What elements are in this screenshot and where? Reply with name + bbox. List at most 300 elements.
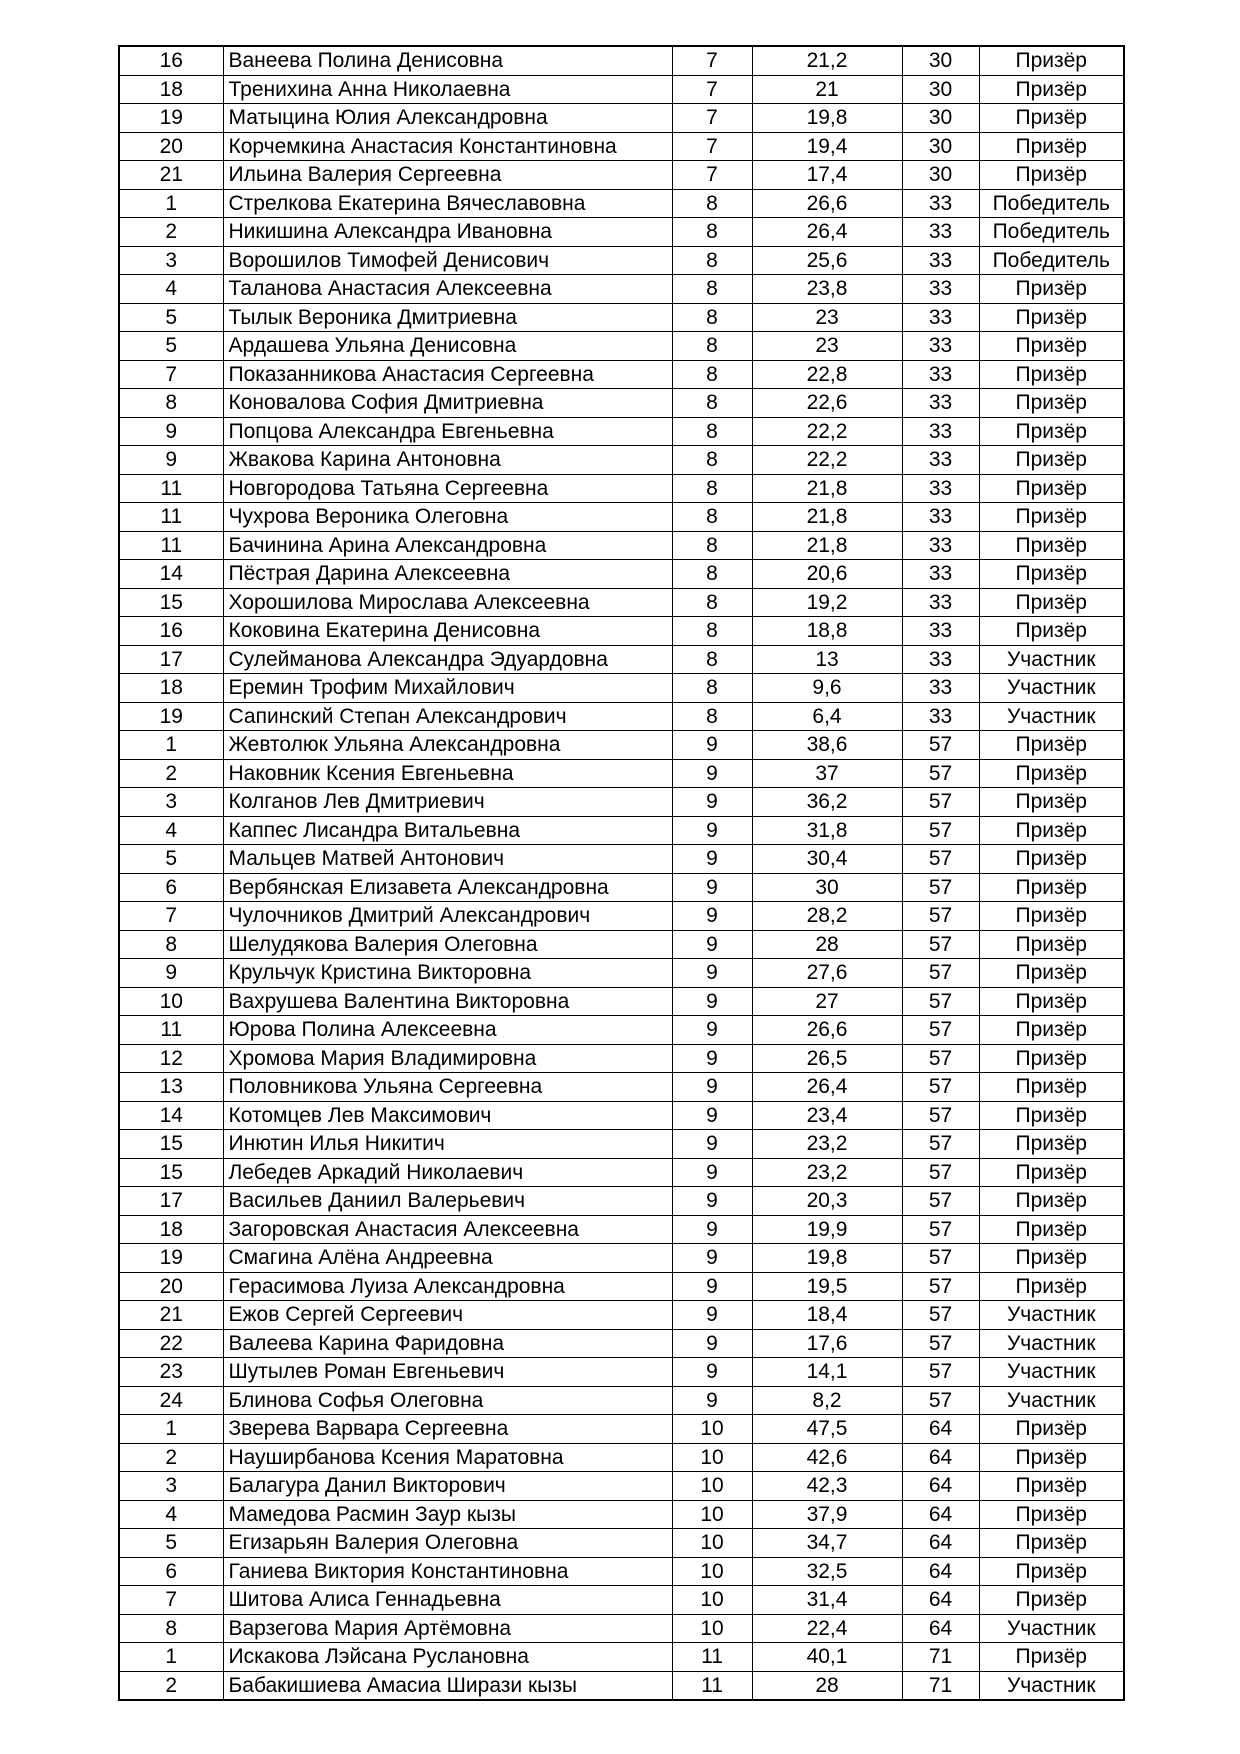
- score-cell: 30: [752, 873, 902, 902]
- table-row: [119, 1386, 1124, 1415]
- table-row: [119, 1215, 1124, 1244]
- score-cell: 8,2: [752, 1386, 902, 1415]
- score-cell: 18,4: [752, 1301, 902, 1330]
- place-cell: 1: [119, 1415, 223, 1444]
- place-cell: 1: [119, 1643, 223, 1672]
- grade-cell: 9: [672, 1244, 752, 1273]
- score-cell: 17,6: [752, 1329, 902, 1358]
- place-cell: 4: [119, 275, 223, 304]
- score-cell: 21,8: [752, 503, 902, 532]
- grade-cell: 9: [672, 759, 752, 788]
- score-cell: 34,7: [752, 1529, 902, 1558]
- grade-cell: 9: [672, 1386, 752, 1415]
- grade-cell: 8: [672, 645, 752, 674]
- name-cell: Ежов Сергей Сергеевич: [223, 1301, 672, 1330]
- max-score-cell: 64: [902, 1415, 979, 1444]
- status-cell: Призёр: [979, 1073, 1124, 1102]
- table-row: [119, 1016, 1124, 1045]
- name-cell: Новгородова Татьяна Сергеевна: [223, 474, 672, 503]
- max-score-cell: 71: [902, 1671, 979, 1700]
- status-cell: Призёр: [979, 987, 1124, 1016]
- place-cell: 9: [119, 446, 223, 475]
- name-cell: Вербянская Елизавета Александровна: [223, 873, 672, 902]
- status-cell: Победитель: [979, 246, 1124, 275]
- score-cell: 21,8: [752, 474, 902, 503]
- table-row: [119, 1158, 1124, 1187]
- place-cell: 4: [119, 1500, 223, 1529]
- grade-cell: 7: [672, 46, 752, 75]
- max-score-cell: 64: [902, 1500, 979, 1529]
- table-row: [119, 275, 1124, 304]
- score-cell: 36,2: [752, 788, 902, 817]
- score-cell: 22,6: [752, 389, 902, 418]
- grade-cell: 8: [672, 189, 752, 218]
- place-cell: 18: [119, 75, 223, 104]
- name-cell: Загоровская Анастасия Алексеевна: [223, 1215, 672, 1244]
- table-row: [119, 1671, 1124, 1700]
- name-cell: Мальцев Матвей Антонович: [223, 845, 672, 874]
- max-score-cell: 33: [902, 446, 979, 475]
- grade-cell: 10: [672, 1500, 752, 1529]
- grade-cell: 8: [672, 503, 752, 532]
- max-score-cell: 33: [902, 674, 979, 703]
- status-cell: Призёр: [979, 132, 1124, 161]
- score-cell: 22,4: [752, 1614, 902, 1643]
- grade-cell: 10: [672, 1614, 752, 1643]
- max-score-cell: 57: [902, 1301, 979, 1330]
- max-score-cell: 64: [902, 1614, 979, 1643]
- name-cell: Котомцев Лев Максимович: [223, 1101, 672, 1130]
- max-score-cell: 57: [902, 1244, 979, 1273]
- score-cell: 40,1: [752, 1643, 902, 1672]
- name-cell: Таланова Анастасия Алексеевна: [223, 275, 672, 304]
- score-cell: 26,5: [752, 1044, 902, 1073]
- table-row: [119, 46, 1124, 75]
- status-cell: Призёр: [979, 1130, 1124, 1159]
- name-cell: Искакова Лэйсана Руслановна: [223, 1643, 672, 1672]
- max-score-cell: 57: [902, 759, 979, 788]
- score-cell: 27,6: [752, 959, 902, 988]
- name-cell: Шутылев Роман Евгеньевич: [223, 1358, 672, 1387]
- grade-cell: 9: [672, 1301, 752, 1330]
- score-cell: 18,8: [752, 617, 902, 646]
- max-score-cell: 33: [902, 645, 979, 674]
- score-cell: 19,8: [752, 104, 902, 133]
- max-score-cell: 57: [902, 1187, 979, 1216]
- place-cell: 22: [119, 1329, 223, 1358]
- place-cell: 21: [119, 1301, 223, 1330]
- table-row: [119, 1472, 1124, 1501]
- grade-cell: 9: [672, 1272, 752, 1301]
- table-row: [119, 1614, 1124, 1643]
- status-cell: Призёр: [979, 1272, 1124, 1301]
- place-cell: 15: [119, 1130, 223, 1159]
- score-cell: 6,4: [752, 702, 902, 731]
- grade-cell: 9: [672, 873, 752, 902]
- status-cell: Участник: [979, 674, 1124, 703]
- status-cell: Призёр: [979, 816, 1124, 845]
- status-cell: Призёр: [979, 1215, 1124, 1244]
- name-cell: Хромова Мария Владимировна: [223, 1044, 672, 1073]
- grade-cell: 8: [672, 332, 752, 361]
- name-cell: Шелудякова Валерия Олеговна: [223, 930, 672, 959]
- name-cell: Половникова Ульяна Сергеевна: [223, 1073, 672, 1102]
- name-cell: Герасимова Луиза Александровна: [223, 1272, 672, 1301]
- status-cell: Призёр: [979, 1415, 1124, 1444]
- place-cell: 1: [119, 189, 223, 218]
- place-cell: 4: [119, 816, 223, 845]
- place-cell: 18: [119, 1215, 223, 1244]
- max-score-cell: 57: [902, 788, 979, 817]
- max-score-cell: 33: [902, 474, 979, 503]
- score-cell: 23: [752, 332, 902, 361]
- max-score-cell: 64: [902, 1529, 979, 1558]
- grade-cell: 8: [672, 218, 752, 247]
- status-cell: Призёр: [979, 360, 1124, 389]
- place-cell: 16: [119, 617, 223, 646]
- max-score-cell: 57: [902, 1044, 979, 1073]
- table-row: [119, 417, 1124, 446]
- table-row: [119, 332, 1124, 361]
- table-row: [119, 1557, 1124, 1586]
- status-cell: Участник: [979, 1301, 1124, 1330]
- table-row: [119, 1130, 1124, 1159]
- place-cell: 5: [119, 332, 223, 361]
- grade-cell: 9: [672, 1101, 752, 1130]
- name-cell: Хорошилова Мирослава Алексеевна: [223, 588, 672, 617]
- name-cell: Инютин Илья Никитич: [223, 1130, 672, 1159]
- name-cell: Ганиева Виктория Константиновна: [223, 1557, 672, 1586]
- table-row: [119, 674, 1124, 703]
- name-cell: Пёстрая Дарина Алексеевна: [223, 560, 672, 589]
- table-row: [119, 1244, 1124, 1273]
- place-cell: 17: [119, 645, 223, 674]
- name-cell: Еремин Трофим Михайлович: [223, 674, 672, 703]
- score-cell: 19,5: [752, 1272, 902, 1301]
- max-score-cell: 33: [902, 332, 979, 361]
- table-row: [119, 731, 1124, 760]
- table-row: [119, 987, 1124, 1016]
- name-cell: Сулейманова Александра Эдуардовна: [223, 645, 672, 674]
- status-cell: Призёр: [979, 161, 1124, 190]
- score-cell: 26,6: [752, 1016, 902, 1045]
- score-cell: 22,2: [752, 417, 902, 446]
- grade-cell: 7: [672, 161, 752, 190]
- status-cell: Призёр: [979, 1472, 1124, 1501]
- place-cell: 2: [119, 1671, 223, 1700]
- status-cell: Призёр: [979, 959, 1124, 988]
- max-score-cell: 64: [902, 1586, 979, 1615]
- grade-cell: 8: [672, 588, 752, 617]
- table-row: [119, 303, 1124, 332]
- grade-cell: 9: [672, 959, 752, 988]
- status-cell: Призёр: [979, 788, 1124, 817]
- status-cell: Участник: [979, 1329, 1124, 1358]
- place-cell: 5: [119, 303, 223, 332]
- name-cell: Бабакишиева Амасиа Ширази кызы: [223, 1671, 672, 1700]
- grade-cell: 9: [672, 902, 752, 931]
- grade-cell: 8: [672, 246, 752, 275]
- max-score-cell: 33: [902, 303, 979, 332]
- name-cell: Жвакова Карина Антоновна: [223, 446, 672, 475]
- name-cell: Никишина Александра Ивановна: [223, 218, 672, 247]
- grade-cell: 10: [672, 1415, 752, 1444]
- score-cell: 9,6: [752, 674, 902, 703]
- score-cell: 22,2: [752, 446, 902, 475]
- table-row: [119, 1301, 1124, 1330]
- name-cell: Чухрова Вероника Олеговна: [223, 503, 672, 532]
- table-row: [119, 1101, 1124, 1130]
- table-row: [119, 702, 1124, 731]
- status-cell: Призёр: [979, 560, 1124, 589]
- grade-cell: 10: [672, 1472, 752, 1501]
- name-cell: Каппес Лисандра Витальевна: [223, 816, 672, 845]
- status-cell: Участник: [979, 1614, 1124, 1643]
- name-cell: Варзегова Мария Артёмовна: [223, 1614, 672, 1643]
- status-cell: Участник: [979, 1671, 1124, 1700]
- max-score-cell: 64: [902, 1472, 979, 1501]
- max-score-cell: 64: [902, 1557, 979, 1586]
- table-row: [119, 75, 1124, 104]
- grade-cell: 7: [672, 75, 752, 104]
- score-cell: 31,4: [752, 1586, 902, 1615]
- table-row: [119, 873, 1124, 902]
- table-row: [119, 902, 1124, 931]
- name-cell: Шитова Алиса Геннадьевна: [223, 1586, 672, 1615]
- status-cell: Участник: [979, 1358, 1124, 1387]
- score-cell: 26,6: [752, 189, 902, 218]
- name-cell: Валеева Карина Фаридовна: [223, 1329, 672, 1358]
- max-score-cell: 57: [902, 845, 979, 874]
- score-cell: 22,8: [752, 360, 902, 389]
- score-cell: 38,6: [752, 731, 902, 760]
- place-cell: 2: [119, 218, 223, 247]
- grade-cell: 8: [672, 674, 752, 703]
- max-score-cell: 57: [902, 731, 979, 760]
- table-row: [119, 1415, 1124, 1444]
- score-cell: 23,2: [752, 1158, 902, 1187]
- score-cell: 42,6: [752, 1443, 902, 1472]
- max-score-cell: 30: [902, 104, 979, 133]
- status-cell: Призёр: [979, 731, 1124, 760]
- table-row: [119, 1500, 1124, 1529]
- grade-cell: 11: [672, 1643, 752, 1672]
- place-cell: 6: [119, 873, 223, 902]
- table-row: [119, 1643, 1124, 1672]
- status-cell: Призёр: [979, 389, 1124, 418]
- status-cell: Призёр: [979, 446, 1124, 475]
- place-cell: 24: [119, 1386, 223, 1415]
- max-score-cell: 33: [902, 360, 979, 389]
- status-cell: Победитель: [979, 189, 1124, 218]
- place-cell: 19: [119, 702, 223, 731]
- score-cell: 25,6: [752, 246, 902, 275]
- grade-cell: 9: [672, 1044, 752, 1073]
- max-score-cell: 33: [902, 560, 979, 589]
- score-cell: 17,4: [752, 161, 902, 190]
- grade-cell: 8: [672, 417, 752, 446]
- name-cell: Васильев Даниил Валерьевич: [223, 1187, 672, 1216]
- max-score-cell: 30: [902, 46, 979, 75]
- place-cell: 14: [119, 560, 223, 589]
- table-row: [119, 189, 1124, 218]
- status-cell: Призёр: [979, 1101, 1124, 1130]
- place-cell: 9: [119, 417, 223, 446]
- table-row: [119, 161, 1124, 190]
- place-cell: 2: [119, 759, 223, 788]
- status-cell: Призёр: [979, 759, 1124, 788]
- score-cell: 28,2: [752, 902, 902, 931]
- table-row: [119, 816, 1124, 845]
- table-row: [119, 1329, 1124, 1358]
- table-row: [119, 1073, 1124, 1102]
- name-cell: Чулочников Дмитрий Александрович: [223, 902, 672, 931]
- score-cell: 19,9: [752, 1215, 902, 1244]
- score-cell: 47,5: [752, 1415, 902, 1444]
- status-cell: Призёр: [979, 1244, 1124, 1273]
- grade-cell: 11: [672, 1671, 752, 1700]
- place-cell: 5: [119, 1529, 223, 1558]
- grade-cell: 9: [672, 845, 752, 874]
- max-score-cell: 57: [902, 1158, 979, 1187]
- max-score-cell: 33: [902, 246, 979, 275]
- grade-cell: 9: [672, 1329, 752, 1358]
- grade-cell: 8: [672, 702, 752, 731]
- status-cell: Призёр: [979, 873, 1124, 902]
- status-cell: Призёр: [979, 1016, 1124, 1045]
- score-cell: 20,3: [752, 1187, 902, 1216]
- place-cell: 2: [119, 1443, 223, 1472]
- status-cell: Призёр: [979, 1643, 1124, 1672]
- grade-cell: 8: [672, 617, 752, 646]
- grade-cell: 8: [672, 303, 752, 332]
- status-cell: Призёр: [979, 46, 1124, 75]
- status-cell: Участник: [979, 702, 1124, 731]
- grade-cell: 8: [672, 531, 752, 560]
- place-cell: 15: [119, 588, 223, 617]
- score-cell: 23,8: [752, 275, 902, 304]
- score-cell: 20,6: [752, 560, 902, 589]
- name-cell: Мамедова Расмин Заур кызы: [223, 1500, 672, 1529]
- status-cell: Призёр: [979, 417, 1124, 446]
- grade-cell: 9: [672, 1016, 752, 1045]
- grade-cell: 7: [672, 104, 752, 133]
- score-cell: 21: [752, 75, 902, 104]
- name-cell: Жевтолюк Ульяна Александровна: [223, 731, 672, 760]
- table-row: [119, 617, 1124, 646]
- score-cell: 19,8: [752, 1244, 902, 1273]
- max-score-cell: 71: [902, 1643, 979, 1672]
- grade-cell: 9: [672, 1358, 752, 1387]
- max-score-cell: 57: [902, 987, 979, 1016]
- place-cell: 11: [119, 531, 223, 560]
- table-row: [119, 360, 1124, 389]
- place-cell: 19: [119, 104, 223, 133]
- status-cell: Призёр: [979, 930, 1124, 959]
- score-cell: 26,4: [752, 1073, 902, 1102]
- place-cell: 1: [119, 731, 223, 760]
- status-cell: Призёр: [979, 531, 1124, 560]
- name-cell: Ворошилов Тимофей Денисович: [223, 246, 672, 275]
- status-cell: Призёр: [979, 902, 1124, 931]
- place-cell: 8: [119, 389, 223, 418]
- grade-cell: 9: [672, 788, 752, 817]
- name-cell: Балагура Данил Викторович: [223, 1472, 672, 1501]
- results-table-body: [119, 46, 1124, 1700]
- place-cell: 8: [119, 930, 223, 959]
- score-cell: 14,1: [752, 1358, 902, 1387]
- max-score-cell: 57: [902, 1386, 979, 1415]
- grade-cell: 8: [672, 474, 752, 503]
- table-row: [119, 845, 1124, 874]
- max-score-cell: 33: [902, 189, 979, 218]
- grade-cell: 8: [672, 360, 752, 389]
- name-cell: Зверева Варвара Сергеевна: [223, 1415, 672, 1444]
- score-cell: 28: [752, 1671, 902, 1700]
- place-cell: 15: [119, 1158, 223, 1187]
- status-cell: Призёр: [979, 275, 1124, 304]
- name-cell: Сапинский Степан Александрович: [223, 702, 672, 731]
- table-row: [119, 246, 1124, 275]
- place-cell: 10: [119, 987, 223, 1016]
- grade-cell: 9: [672, 987, 752, 1016]
- status-cell: Призёр: [979, 1500, 1124, 1529]
- status-cell: Призёр: [979, 1158, 1124, 1187]
- table-row: [119, 1443, 1124, 1472]
- name-cell: Наковник Ксения Евгеньевна: [223, 759, 672, 788]
- max-score-cell: 57: [902, 930, 979, 959]
- place-cell: 8: [119, 1614, 223, 1643]
- place-cell: 6: [119, 1557, 223, 1586]
- grade-cell: 9: [672, 1215, 752, 1244]
- score-cell: 28: [752, 930, 902, 959]
- name-cell: Смагина Алёна Андреевна: [223, 1244, 672, 1273]
- name-cell: Ванеева Полина Денисовна: [223, 46, 672, 75]
- score-cell: 42,3: [752, 1472, 902, 1501]
- results-table: [118, 45, 1125, 1701]
- score-cell: 21,8: [752, 531, 902, 560]
- grade-cell: 9: [672, 1073, 752, 1102]
- name-cell: Корчемкина Анастасия Константиновна: [223, 132, 672, 161]
- status-cell: Призёр: [979, 75, 1124, 104]
- score-cell: 21,2: [752, 46, 902, 75]
- max-score-cell: 30: [902, 161, 979, 190]
- name-cell: Матыцина Юлия Александровна: [223, 104, 672, 133]
- table-row: [119, 1529, 1124, 1558]
- name-cell: Коковина Екатерина Денисовна: [223, 617, 672, 646]
- grade-cell: 7: [672, 132, 752, 161]
- max-score-cell: 33: [902, 389, 979, 418]
- place-cell: 9: [119, 959, 223, 988]
- place-cell: 23: [119, 1358, 223, 1387]
- status-cell: Призёр: [979, 1443, 1124, 1472]
- place-cell: 13: [119, 1073, 223, 1102]
- name-cell: Тылык Вероника Дмитриевна: [223, 303, 672, 332]
- grade-cell: 10: [672, 1586, 752, 1615]
- score-cell: 23,2: [752, 1130, 902, 1159]
- table-row: [119, 218, 1124, 247]
- place-cell: 5: [119, 845, 223, 874]
- score-cell: 13: [752, 645, 902, 674]
- name-cell: Попцова Александра Евгеньевна: [223, 417, 672, 446]
- grade-cell: 9: [672, 1158, 752, 1187]
- max-score-cell: 57: [902, 816, 979, 845]
- status-cell: Призёр: [979, 332, 1124, 361]
- status-cell: Призёр: [979, 1529, 1124, 1558]
- table-row: [119, 531, 1124, 560]
- grade-cell: 9: [672, 731, 752, 760]
- place-cell: 11: [119, 503, 223, 532]
